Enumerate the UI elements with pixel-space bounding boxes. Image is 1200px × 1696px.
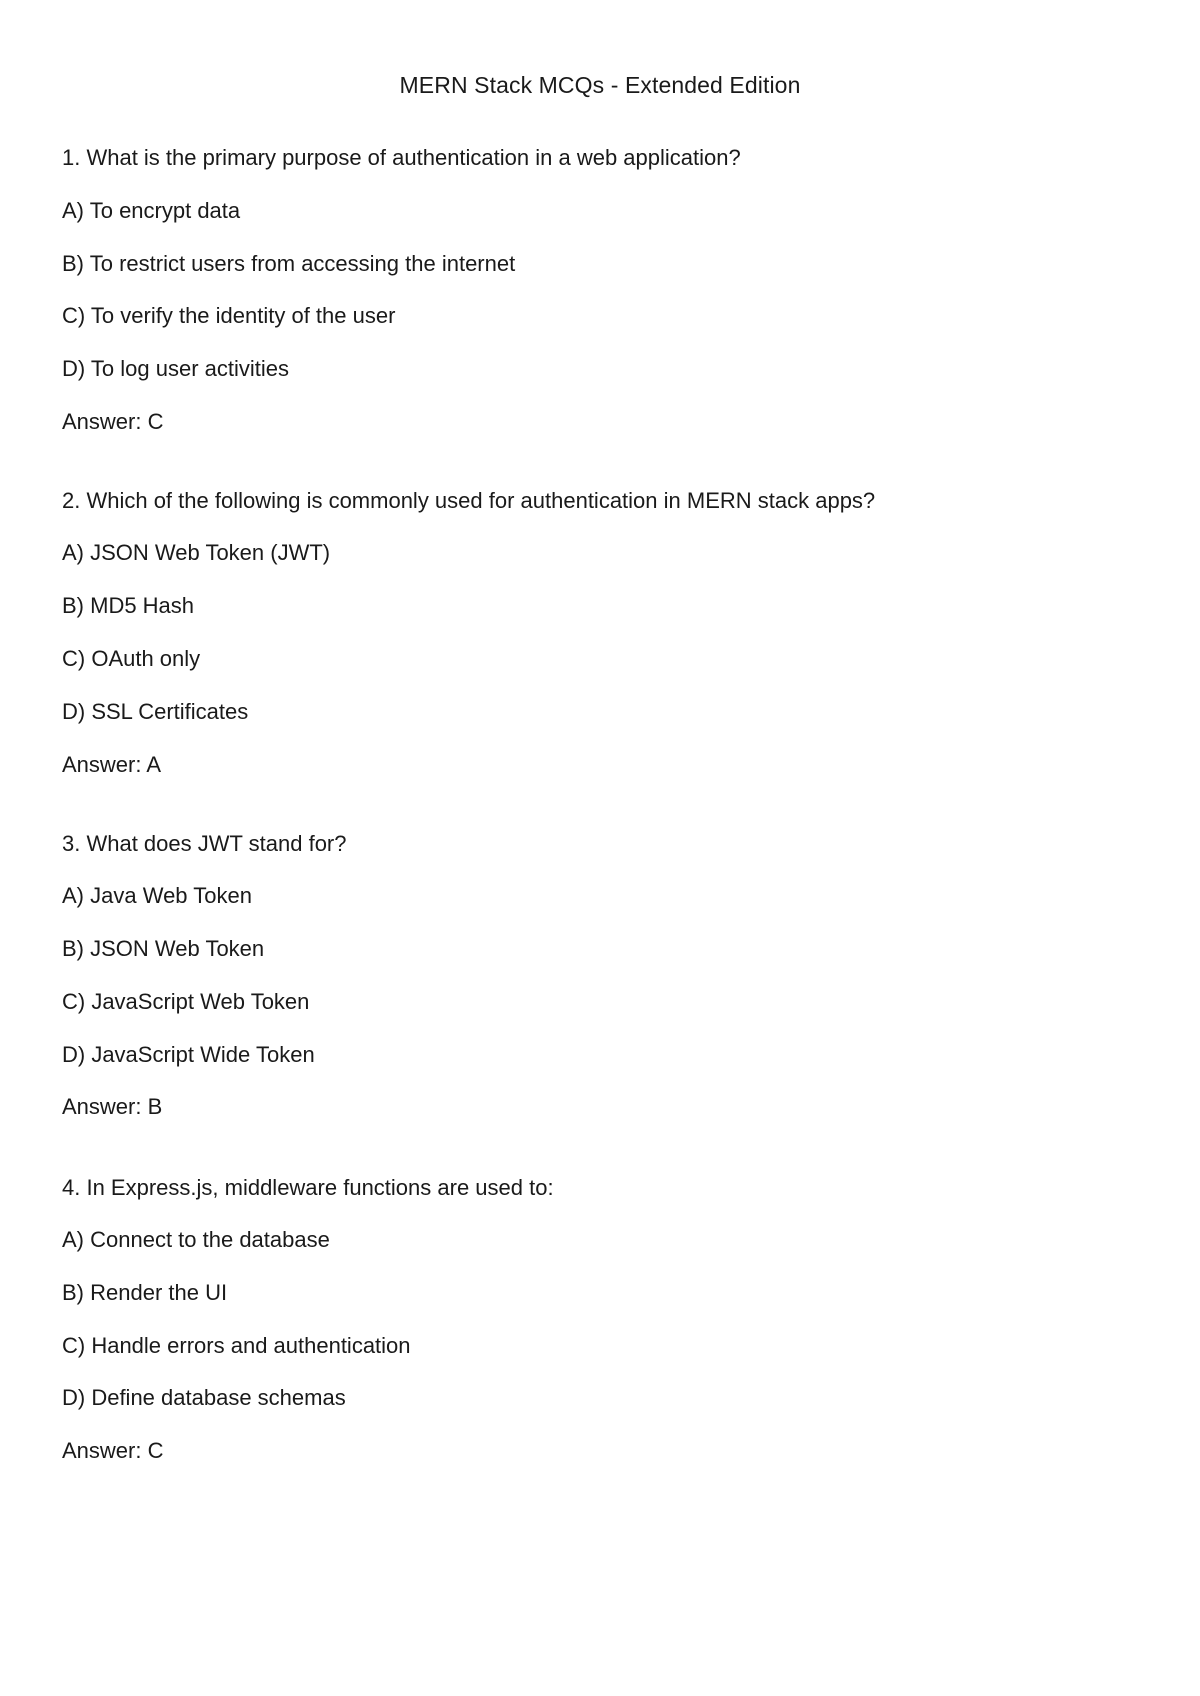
question-4-option-c: C) Handle errors and authentication: [62, 1333, 411, 1358]
question-2-option-c: C) OAuth only: [62, 646, 201, 671]
question-4-answer: Answer: C: [62, 1438, 164, 1463]
question-3-answer: Answer: B: [62, 1094, 163, 1119]
question-4-text: 4. In Express.js, middleware functions are used to:: [62, 1175, 554, 1200]
question-1-option-c: C) To verify the identity of the user: [62, 303, 396, 328]
question-4-option-d: D) Define database schemas: [62, 1385, 346, 1410]
question-2-option-b: B) MD5 Hash: [62, 593, 195, 618]
question-2-answer: Answer: A: [62, 752, 162, 777]
question-4-option-b: B) Render the UI: [62, 1280, 228, 1305]
question-2-option-a: A) JSON Web Token (JWT): [62, 540, 331, 565]
question-3-option-a: A) Java Web Token: [62, 883, 252, 908]
question-3-option-b: B) JSON Web Token: [62, 936, 265, 961]
question-3-option-d: D) JavaScript Wide Token: [62, 1042, 315, 1067]
question-1-option-a: A) To encrypt data: [62, 198, 241, 223]
question-3-option-c: C) JavaScript Web Token: [62, 989, 310, 1014]
question-1-text: 1. What is the primary purpose of authentication in a web application?: [62, 145, 741, 170]
question-1-answer: Answer: C: [62, 409, 164, 434]
question-4-option-a: A) Connect to the database: [62, 1227, 330, 1252]
question-1-option-b: B) To restrict users from accessing the internet: [62, 251, 516, 276]
document-title: MERN Stack MCQs - Extended Edition: [399, 72, 801, 98]
question-2-option-d: D) SSL Certificates: [62, 699, 249, 724]
question-1-option-d: D) To log user activities: [62, 356, 290, 381]
question-2-text: 2. Which of the following is commonly used for authentication in MERN stack apps?: [62, 488, 876, 513]
question-3-text: 3. What does JWT stand for?: [62, 831, 347, 856]
